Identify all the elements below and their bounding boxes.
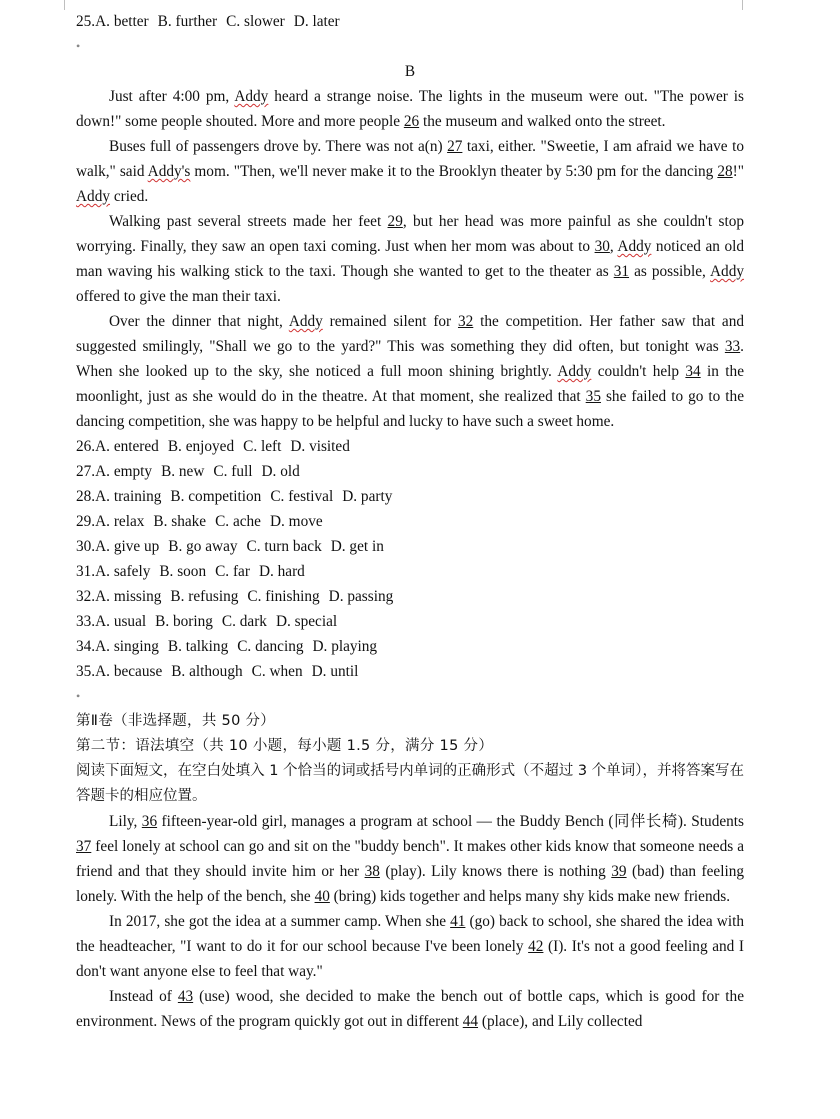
name-addy: Addy [710,263,744,280]
document-page [76,9,744,1034]
blank-39: 39 [611,863,627,880]
name-addy: Addy [617,238,652,255]
page-corner-left [64,0,65,10]
grammar-paragraph-1: Lily, 36 fifteen-year-old girl, manages a program at school — the Buddy Bench (同伴长椅). Students 37 feel lonely at school can go and sit on the "buddy bench". It makes other kids know that someone needs a friend and that they should invite him or her 38 (play). Lily knows there is nothing 39 (bad) than feeling lonely. With the help of the bench, she 40 (bring) kids together and helps many shy kids make new friends. [76,813,744,905]
blank-40: 40 [314,888,330,905]
blank-34: 34 [685,363,701,380]
blank-31: 31 [613,263,630,280]
blank-28: 28 [717,163,733,180]
instruction-text: 阅读下面短文，在空白处填入 1 个恰当的词或括号内单词的正确形式（不超过 3 个单词），并将答案写在答题卡的相应位置。 [76,763,744,804]
blank-43: 43 [177,988,194,1005]
name-addy: Addy [288,313,323,330]
blank-42: 42 [528,938,544,955]
blank-30: 30 [594,238,610,255]
question-options: 32.A. missing B. refusing C. finishing D. passing [76,588,394,605]
option-b: B. further [157,13,218,30]
story-paragraph-4: Over the dinner that night, Addy remained silent for 32 the competition. Her father saw that and suggested smilingly, "Shall we go to the yard?" This was something they did often, but tonight was 33. When she looked up to the sky, she noticed a full moon shining brightly. Addy couldn't help 34 in the moonlight, just as she would do in the theatre. At that moment, she realized that 35 she failed to go to the dancing competition, she was happy to be helpful and lucky to have such a sweet home. [76,313,745,430]
question-number: 25. [76,13,96,30]
option-a: A. better [95,13,149,30]
question-options: 35.A. because B. although C. when D. until [76,663,359,680]
option-d: D. later [293,13,340,30]
paragraph-mark: • [76,39,81,53]
blank-33: 33 [724,338,741,355]
question-options: 28.A. training B. competition C. festival D. party [76,488,393,505]
blank-36: 36 [141,813,158,830]
question-options: 33.A. usual B. boring C. dark D. special [76,613,338,630]
blank-26: 26 [403,113,420,130]
blank-38: 38 [364,863,380,880]
blank-41: 41 [450,913,466,930]
grammar-paragraph-3: Instead of 43 (use) wood, she decided to make the bench out of bottle caps, which is good for the environment. News of the program quickly got out in different 44 (place), and Lily collected [76,988,744,1030]
option-c: C. slower [226,13,285,30]
name-addy: Addy [234,88,269,105]
options-list [76,434,744,684]
question-options: 29.A. relax B. shake C. ache D. move [76,513,323,530]
part2-heading: 第Ⅱ卷（非选择题，共 50 分） [76,713,276,729]
section-heading: 第二节：语法填空（共 10 小题，每小题 1.5 分，满分 15 分） [76,738,494,754]
question-options: 31.A. safely B. soon C. far D. hard [76,563,305,580]
blank-35: 35 [585,388,601,405]
name-addys: Addy's [147,163,191,180]
blank-29: 29 [387,213,403,230]
question-25-options [76,9,744,34]
blank-44: 44 [462,1013,479,1030]
grammar-paragraph-2: In 2017, she got the idea at a summer camp. When she 41 (go) back to school, she shared the idea with the headteacher, "I want to do it for our school because I've been lonely 42 (I). It's not a good feeling and I don't want anyone else to feel that way." [76,913,744,980]
blank-32: 32 [457,313,474,330]
section-b-title: B [404,63,416,80]
paragraph-mark: • [76,689,81,703]
name-addy: Addy [76,188,110,205]
story-paragraph-1: Just after 4:00 pm, Addy heard a strange noise. The lights in the museum were out. "The power is down!" some people shouted. More and more people 26 the museum and walked onto the street. [76,88,745,130]
story-paragraph-2: Buses full of passengers drove by. There was not a(n) 27 taxi, either. "Sweetie, I am afraid we have to walk," said Addy's mom. "Then, we'll never make it to the Brooklyn theater by 5:30 pm for the dancing 28!" Addy cried. [76,138,744,205]
question-options: 26.A. entered B. enjoyed C. left D. visited [76,438,350,455]
blank-37: 37 [76,838,92,855]
question-options: 27.A. empty B. new C. full D. old [76,463,300,480]
blank-27: 27 [447,138,463,155]
question-options: 30.A. give up B. go away C. turn back D. get in [76,538,384,555]
question-options: 34.A. singing B. talking C. dancing D. playing [76,638,378,655]
name-addy: Addy [557,363,592,380]
story-paragraph-3: Walking past several streets made her feet 29, but her head was more painful as she couldn't stop worrying. Finally, they saw an open taxi coming. Just when her mom was about to 30, Addy noticed an old man waving his walking stick to the taxi. Though she wanted to get to the theater as 31 as possible, Addy offered to give the man their taxi. [76,213,744,305]
